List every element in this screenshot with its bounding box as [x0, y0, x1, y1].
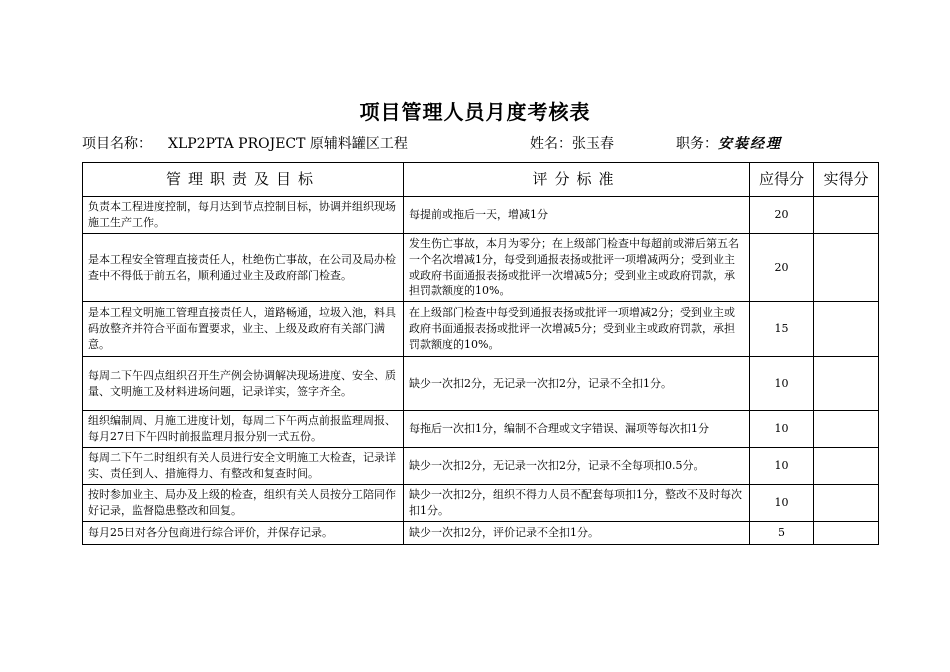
- table-row: [83, 485, 879, 522]
- actual-score-cell[interactable]: [814, 357, 879, 411]
- duty-cell: 每周二下午二时组织有关人员进行安全文明施工大检查，记录详实、责任到人、措施得力、有整改和复查时间。: [83, 448, 404, 485]
- duty-cell: 是本工程安全管理直接责任人，杜绝伤亡事故，在公司及局办检查中不得低于前五名，顺利通过业主及政府部门检查。: [83, 234, 404, 302]
- actual-score-cell[interactable]: [814, 448, 879, 485]
- expected-score-cell: 10: [750, 411, 814, 448]
- duty-cell: 组织编制周、月施工进度计划，每周二下午两点前报监理周报、每月27日下午四时前报监理月报分别一式五份。: [83, 411, 404, 448]
- table-row: [83, 234, 879, 302]
- standard-cell: 缺少一次扣2分，组织不得力人员不配套每项扣1分，整改不及时每次扣1分。: [404, 485, 750, 522]
- position-value: 安装经理: [718, 136, 782, 152]
- standard-cell: 每提前或拖后一天，增减1分: [404, 197, 750, 234]
- header-expected-score: 应得分: [750, 163, 814, 197]
- header-scoring-standard: 评分标准: [404, 163, 750, 197]
- standard-cell: 发生伤亡事故，本月为零分；在上级部门检查中每超前或滞后第五名一个名次增减1分，每受到通报表扬或批评一项增减两分；受到业主或政府书面通报表扬或批评一次增减5分；受到业主或政府罚款，承担罚款额度的10%。: [404, 234, 750, 302]
- duty-cell: 是本工程文明施工管理直接责任人，道路畅通，垃圾入池，料具码放整齐并符合平面布置要求，业主、上级及政府有关部门满意。: [83, 302, 404, 357]
- expected-score-cell: 10: [750, 357, 814, 411]
- actual-score-cell[interactable]: [814, 485, 879, 522]
- standard-cell: 缺少一次扣2分，无记录一次扣2分，记录不全每项扣0.5分。: [404, 448, 750, 485]
- duty-cell: 按时参加业主、局办及上级的检查，组织有关人员按分工陪同作好记录，监督隐患整改和回复。: [83, 485, 404, 522]
- duty-cell: 每月25日对各分包商进行综合评价，并保存记录。: [83, 522, 404, 545]
- project-name-label: 项目名称：: [82, 136, 152, 152]
- expected-score-cell: 10: [750, 485, 814, 522]
- duty-cell: 每周二下午四点组织召开生产例会协调解决现场进度、安全、质量、文明施工及材料进场问题，记录详实，签字齐全。: [83, 357, 404, 411]
- expected-score-cell: 20: [750, 197, 814, 234]
- form-header-info: [82, 133, 882, 153]
- table-row: [83, 411, 879, 448]
- expected-score-cell: 10: [750, 448, 814, 485]
- actual-score-cell[interactable]: [814, 411, 879, 448]
- expected-score-cell: 15: [750, 302, 814, 357]
- table-row: [83, 197, 879, 234]
- table-row: [83, 302, 879, 357]
- table-row: [83, 357, 879, 411]
- duty-cell: 负责本工程进度控制，每月达到节点控制目标，协调并组织现场施工生产工作。: [83, 197, 404, 234]
- standard-cell: 在上级部门检查中每受到通报表扬或批评一项增减2分；受到业主或政府书面通报表扬或批评一次增减5分；受到业主或政府罚款，承担罚款额度的10%。: [404, 302, 750, 357]
- table-row: [83, 448, 879, 485]
- standard-cell: 缺少一次扣2分，评价记录不全扣1分。: [404, 522, 750, 545]
- table-header-row: [83, 163, 879, 197]
- actual-score-cell[interactable]: [814, 234, 879, 302]
- actual-score-cell[interactable]: [814, 302, 879, 357]
- person-name-value: 张玉春: [572, 136, 614, 152]
- header-duties: 管理职责及目标: [83, 163, 404, 197]
- actual-score-cell[interactable]: [814, 197, 879, 234]
- expected-score-cell: 20: [750, 234, 814, 302]
- header-actual-score: 实得分: [814, 163, 879, 197]
- standard-cell: 缺少一次扣2分，无记录一次扣2分，记录不全扣1分。: [404, 357, 750, 411]
- table-row: [83, 522, 879, 545]
- person-name-label: 姓名：: [530, 136, 572, 152]
- form-title: 项目管理人员月度考核表: [359, 100, 591, 124]
- assessment-table: [82, 162, 879, 545]
- actual-score-cell[interactable]: [814, 522, 879, 545]
- standard-cell: 每拖后一次扣1分，编制不合理或文字错误、漏项等每次扣1分: [404, 411, 750, 448]
- project-name-value: XLP2PTA PROJECT 原辅料罐区工程: [168, 136, 408, 152]
- expected-score-cell: 5: [750, 522, 814, 545]
- position-label: 职务：: [676, 136, 718, 152]
